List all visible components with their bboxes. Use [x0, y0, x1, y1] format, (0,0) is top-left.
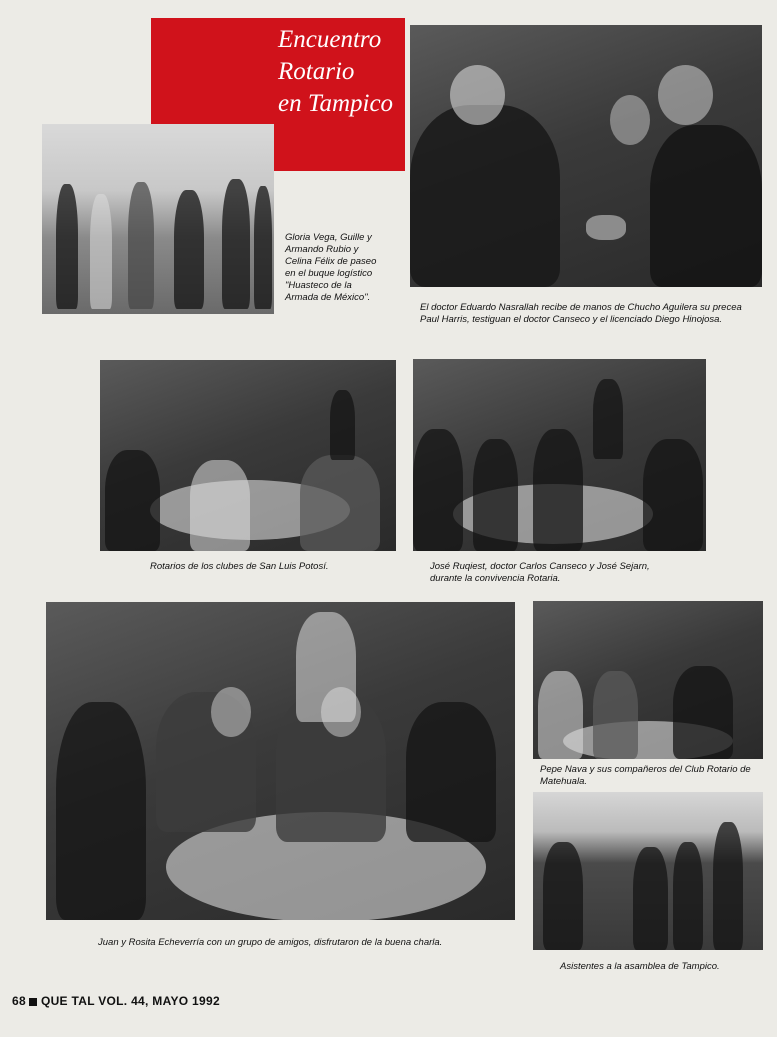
- title-line-1: Encuentro: [278, 26, 382, 53]
- caption-slp: Rotarios de los clubes de San Luis Potosí.: [150, 561, 329, 572]
- caption-matehuala: Pepe Nava y sus compañeros del Club Rotario de Matehuala.: [540, 764, 751, 787]
- photo-asamblea: [533, 792, 763, 950]
- page-number: 68: [12, 994, 26, 1008]
- caption-ship: Gloria Vega, Guille y Armando Rubio y Celina Félix de paseo en el buque logístico "Huasteco de la Armada de México".: [285, 232, 377, 303]
- photo-echeverria: [46, 602, 515, 920]
- caption-echeverria: Juan y Rosita Echeverría con un grupo de amigos, disfrutaron de la buena charla.: [98, 937, 443, 948]
- photo-slp: [100, 360, 396, 551]
- title-line-3: en Tampico: [278, 90, 394, 117]
- square-bullet-icon: [29, 998, 37, 1006]
- photo-matehuala: [533, 601, 763, 759]
- photo-ship: [42, 124, 274, 314]
- caption-ruqiest: José Ruqiest, doctor Carlos Canseco y José Sejarn, durante la convivencia Rotaria.: [430, 561, 650, 584]
- photo-award: [410, 25, 762, 287]
- publication-line: QUE TAL VOL. 44, MAYO 1992: [40, 994, 220, 1008]
- caption-asamblea: Asistentes a la asamblea de Tampico.: [560, 961, 720, 972]
- article-title: [278, 24, 403, 120]
- caption-award: El doctor Eduardo Nasrallah recibe de manos de Chucho Aguilera su precea Paul Harris, testiguan el doctor Canseco y el licenciado Diego Hinojosa.: [420, 302, 742, 325]
- photo-ruqiest: [413, 359, 706, 551]
- title-line-2: Rotario: [278, 58, 355, 85]
- page-footer: [12, 994, 220, 1008]
